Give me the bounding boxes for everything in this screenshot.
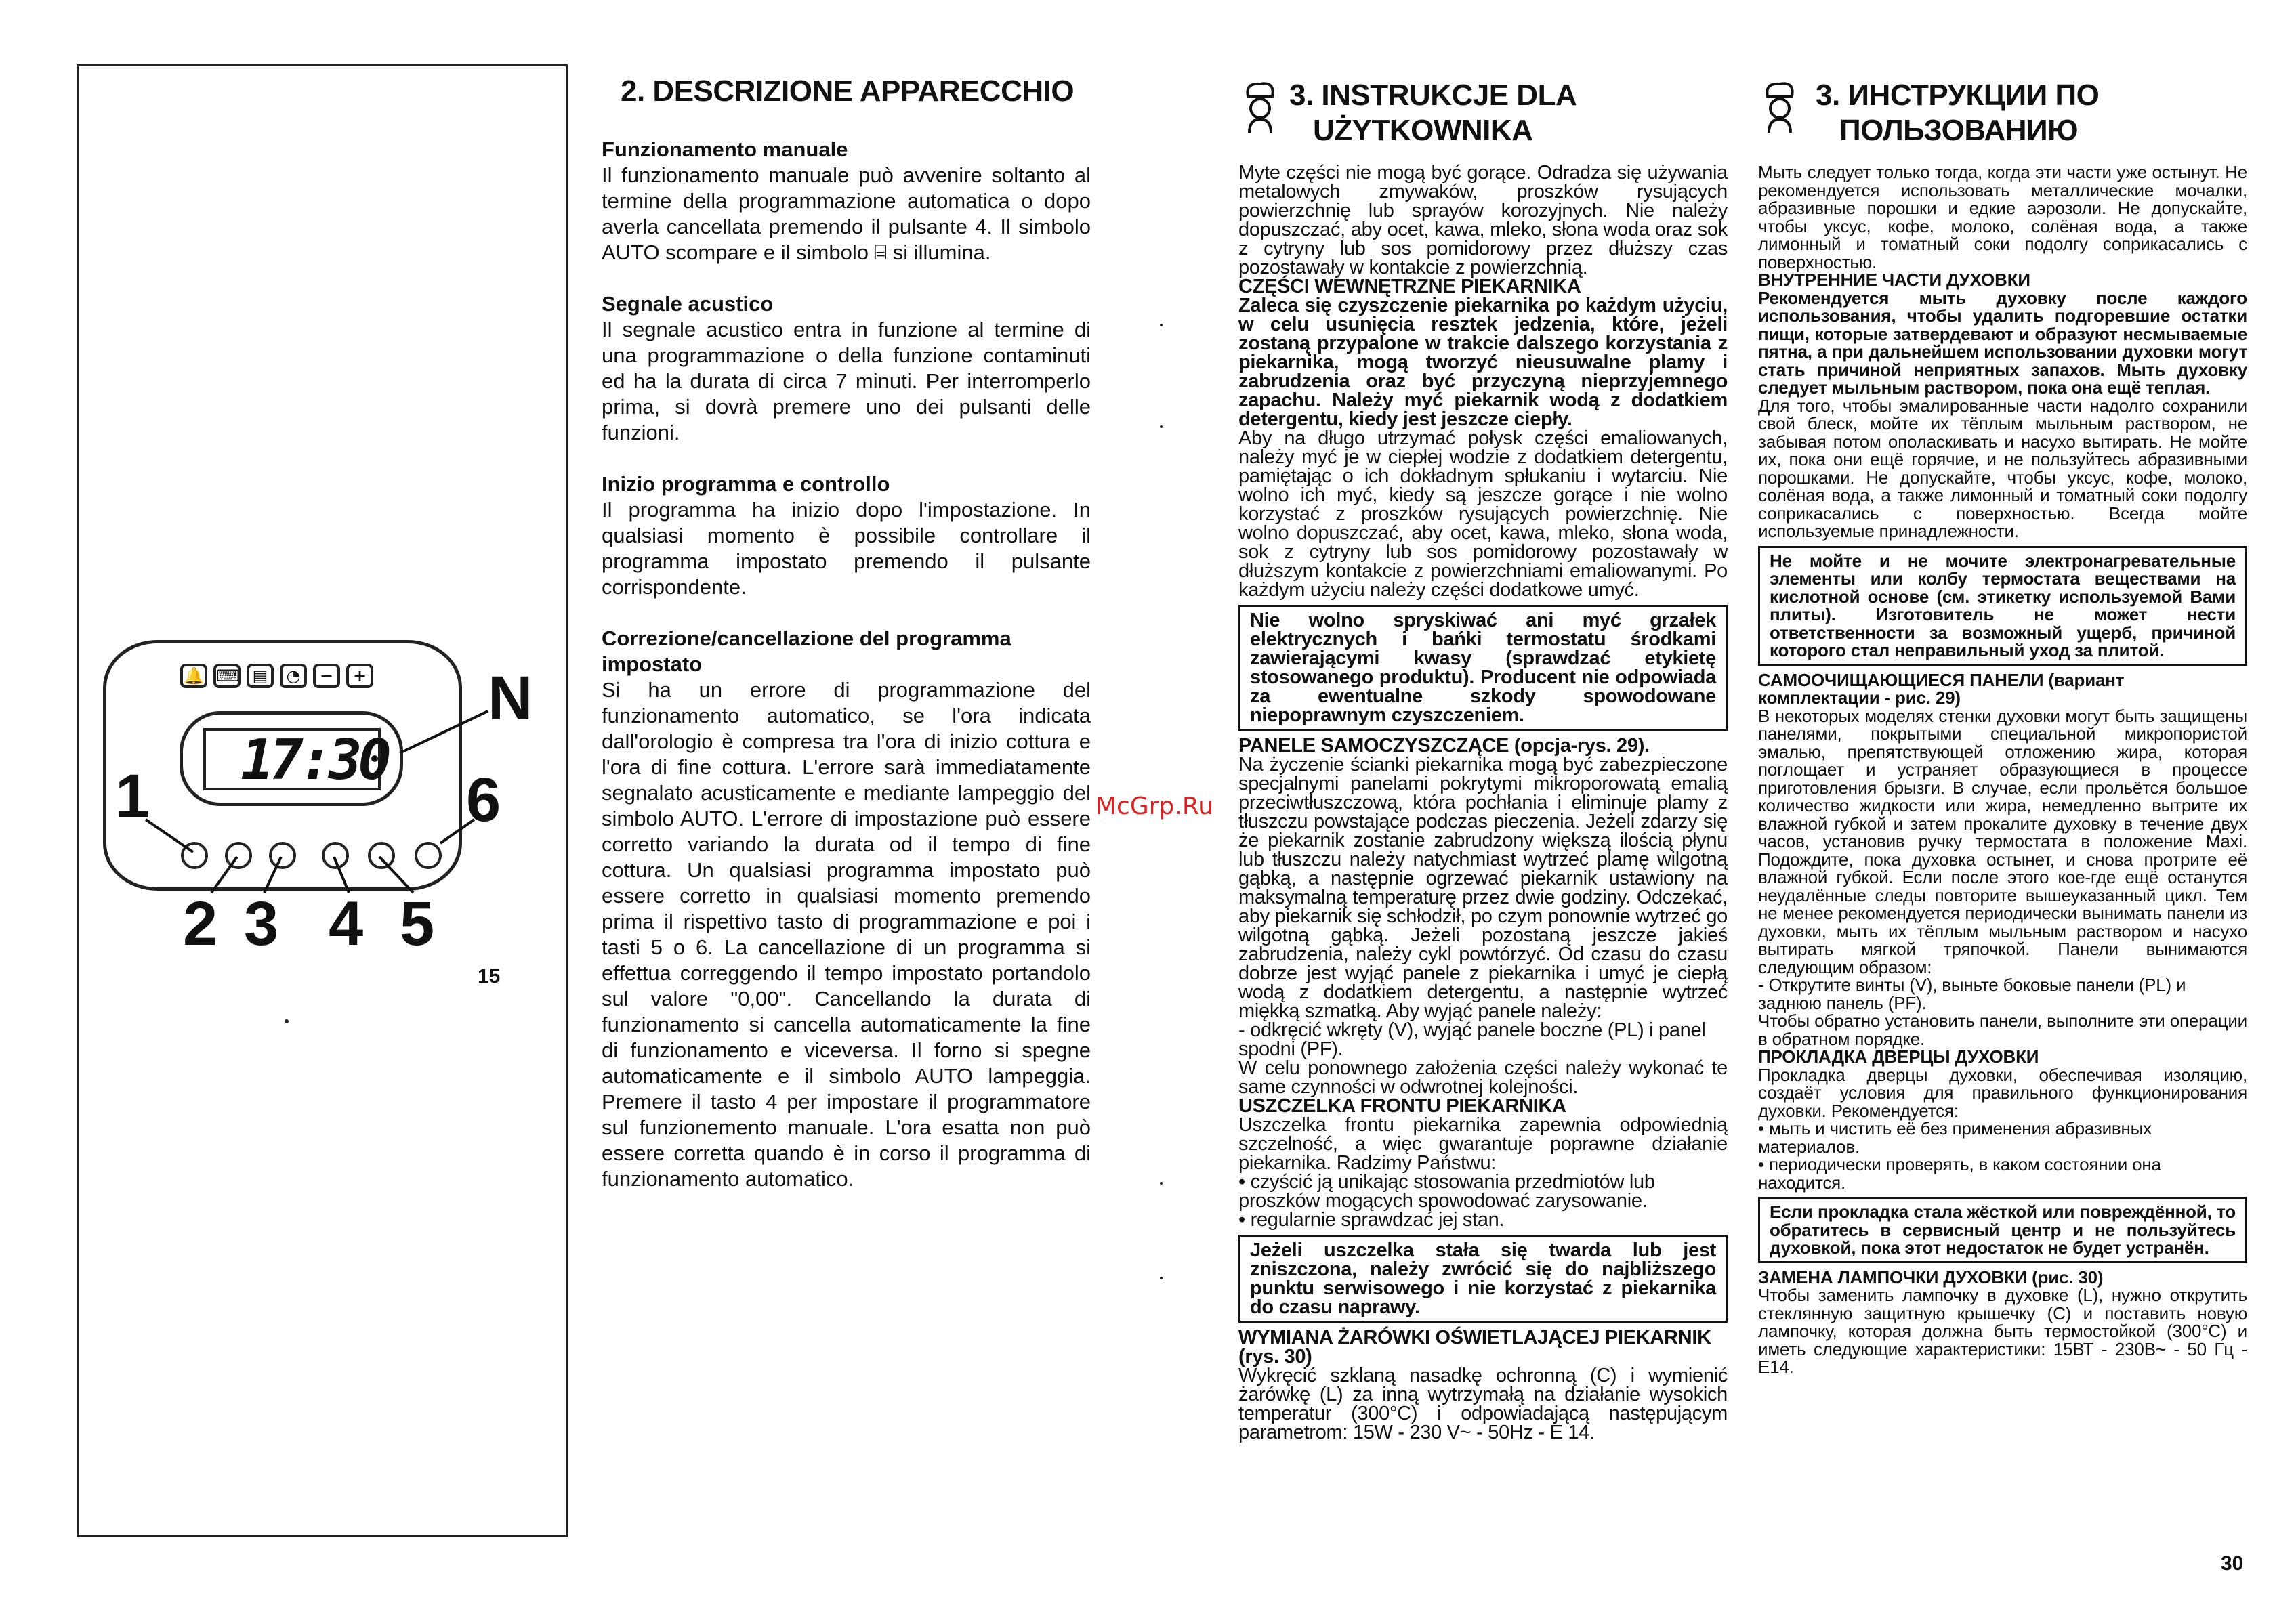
polish-warning-box-2: Jeżeli uszczelka stała się twarda lub jest zniszczona, należy zwrócić się do najbliższego punktu serwisowego i nie korzystać z piekarnika do czasu naprawy.: [1238, 1235, 1728, 1323]
polish-s2-title: PANELE SAMOCZYSZCZĄCE (opcja-rys. 29).: [1238, 735, 1650, 757]
callout-3: 3: [244, 889, 279, 958]
russian-s2-title: САМООЧИЩАЮЩИЕСЯ ПАНЕЛИ (вариант комплектации - рис. 29): [1758, 669, 2125, 708]
russian-column: [1758, 78, 2247, 1376]
italian-text-3: Si ha un errore di programmazione del funzionamento automatico, se l'ora indicata dall'orologio è compresa tra l'ora di inizio cottura e l'ora di fine cottura. L'errore sarà immediatamente segnalato acusticamente e mediante lampeggio del simbolo AUTO. L'errore di impostazione può essere corretto variando la durata od il tempo di fine cottura. Un qualsiasi programma impostato può essere corretto in qualsiasi momento premendo prima il rispettivo tasto di programmazione e poi i tasti 5 o 6. La cancellazione di un programma si effettua correggendo il tempo impostato portandolo sul valore "0,00". Cancellando la durata di funzionamento si cancella automaticamente la fine di funzionamento e viceversa. Il forno si spegne automaticamente e il simbolo AUTO lampeggia. Premere il tasto 4 per impostare il programmatore sul funzionemento manuale. L'ora esatta non può essere corretta quando è in corso il programma di funzionamento automatico.: [602, 678, 1091, 1191]
italian-subtitle-1: Segnale acustico: [602, 292, 774, 316]
watermark: McGrp.Ru: [1095, 792, 1214, 820]
callout-5: 5: [400, 889, 435, 958]
italian-text-2: Il programma ha inizio dopo l'impostazione. In qualsiasi momento è possibile controllare il programma impostato premendo il pulsante corrispondente.: [602, 498, 1091, 599]
russian-s2-after: Чтобы обратно установить панели, выполните эти операции в обратном порядке.: [1758, 1011, 2247, 1049]
minus-icon: −: [313, 664, 340, 688]
polish-warning-box-1: Nie wolno spryskiwać ani myć grzałek elektrycznych i bańki termostatu środkami zawierającymi kwasy (sprawdzać etykietę stosowanego produktu). Producent nie odpowiada za ewentualne szkody spowodowane niepoprawnym czyszczeniem.: [1238, 605, 1728, 731]
cook-icon: ▤: [247, 664, 274, 688]
dot-mark: [285, 1019, 289, 1023]
callout-6: 6: [466, 765, 501, 834]
russian-title-line2: ПОЛЬЗОВАНИЮ: [1839, 114, 2078, 147]
russian-s3-text: Прокладка дверцы духовки, обеспечивая изоляцию, создаёт условия для правильного функционирования духовки. Рекомендуется:: [1758, 1064, 2247, 1121]
left-page-number: 15: [478, 965, 501, 987]
polish-s4-title: WYMIANA ŻARÓWKI OŚWIETLAJĄCEJ PIEKARNIK (rys. 30): [1238, 1327, 1711, 1367]
russian-warning-box-2: Если прокладка стала жёсткой или повреждённой, то обратитесь в сервисный центр и не пользуйтесь духовкой, пока этот недостаток не будет устранён.: [1758, 1197, 2247, 1263]
russian-s3-item-1: • мыть и чистить её без применения абразивных материалов.: [1758, 1120, 2247, 1155]
oven-icon: ⌨: [213, 664, 241, 688]
russian-s1-bold: Рекомендуется мыть духовку после каждого использования, чтобы удалить подгоревшие остатки пищи, которые затвердевают и образуют несмываемые пятна, а при дальнейшем использовании духовки могут стать причиной неприятных запахов. Мыть духовку следует мыльным раствором, пока она ещё теплая.: [1758, 287, 2247, 398]
callout-1: 1: [115, 762, 150, 831]
dot-mark: [1160, 1182, 1163, 1185]
polish-s3-title: USZCZELKA FRONTU PIEKARNIKA: [1238, 1095, 1566, 1117]
polish-s1-bold: Zaleca się czyszczenie piekarnika po każdym użyciu, w celu usunięcia resztek jedzenia, które, jeżeli zostaną przypalone w trakcie dalszego korzystania z piekarnika, mogą tworzyć nieusuwalne plamy i zabrudzenia oraz być przyczyną nieprzyjemnego zapachu. Należy myć piekarnik wodą z dodatkiem detergentu, kiedy jest jeszcze ciepły.: [1238, 295, 1728, 430]
russian-s4-title: ЗАМЕНА ЛАМПОЧКИ ДУХОВКИ (рис. 30): [1758, 1267, 2104, 1288]
russian-s2-text: В некоторых моделях стенки духовки могут быть защищены панелями, покрытыми специальной микропористой эмалью, препятствующей отложению жира, которая поглощает и устраняет образующиеся в процессе приготовления брызги. В случае, если прольётся большое количество жидкости или жира, немедленно вытрите их влажной губкой и затем прокалите духовку в течение двух часов, установив ручку термостата в положение Maxi. Подождите, пока духовка остынет, и снова протрите её влажной губкой. Если после этого кое-где ещё останутся неудалённые следы повторите вышеуказанный цикл. Тем не менее рекомендуется периодически вынимать панели из духовки, мыть их тёплым мыльным раствором и насухо вытирать мягкой тряпочкой. Панели вынимаются следующим образом:: [1758, 705, 2247, 977]
russian-s2-item: - Открутите винты (V), выньте боковые панели (PL) и заднюю панель (PF).: [1758, 976, 2247, 1012]
russian-title-line1: 3. ИНСТРУКЦИИ ПО: [1816, 79, 2100, 112]
russian-s1-text: Для того, чтобы эмалированные части надолго сохранили свой блеск, мойте их тёплым мыльным раствором, не забывая потом ополаскивать и насухо вытирать. Не мойте их, пока они ещё горячие, и не пользуйтесь абразивными порошками. Не допускайте, чтобы уксус, кофе, молоко, солёная вода, а также лимонный и томатный соки подолгу соприкасались с поверхностью. Всегда мойте используемые принадлежности.: [1758, 395, 2247, 541]
polish-s1-title: CZĘŚCI WEWNĘTRZNE PIEKARNIKA: [1238, 276, 1581, 297]
display-time: 17:30: [241, 728, 388, 792]
polish-s2-item: - odkręcić wkręty (V), wyjąć panele boczne (PL) i panel spodni (PF).: [1238, 1021, 1728, 1059]
russian-s4-text: Чтобы заменить лампочку в духовке (L), нужно открутить стеклянную защитную крышечку (C) и поставить новую лампочку, которая должна быть термостойкой (300°C) и иметь следующие характеристики: 15ВТ - 230В~ - 50 Гц - E14.: [1758, 1285, 2247, 1377]
dot-mark: [1160, 1277, 1163, 1279]
bell-icon: 🔔: [180, 664, 207, 688]
right-page-number: 30: [2221, 1552, 2244, 1575]
polish-s3-item-2: • regularnie sprawdzać jej stan.: [1238, 1210, 1728, 1229]
russian-s3-title: ПРОКЛАДКА ДВЕРЦЫ ДУХОВКИ: [1758, 1046, 2039, 1067]
italian-text-1: Il segnale acustico entra in funzione al termine di una programmazione o della funzione contaminuti ed ha la durata di circa 7 minuti. Per interromperlo prima, si dovrà premere uno dei pulsanti delle funzioni.: [602, 318, 1091, 444]
polish-s1-text: Aby na długo utrzymać połysk części emaliowanych, należy myć je w ciepłej wodzie z dodatkiem detergentu, pamiętając o ich dokładnym spłukaniu i wytarciu. Nie wolno ich myć, kiedy są jeszcze gorące i nie wolno korzystać z proszków rysujących powierzchnię. Nie wolno dopuszczać, aby ocet, kawa, mleko, słona woda, sok z cytryny lub sos pomidorowy pozostawały w dłuższym kontakcie z powierzchniami emaliowanymi. Po każdym użyciu należy części dodatkowe umyć.: [1238, 427, 1728, 601]
italian-subtitle-3: Correzione/cancellazione del programma impostato: [602, 627, 1011, 676]
russian-warning-box-1: Не мойте и не мочите электронагревательные элементы или колбу термостата веществами на кислотной основе (см. этикетку используемой Вами плиты). Изготовитель не может нести ответственности за возможный ущерб, причиной которого стал неправильный уход за плитой.: [1758, 546, 2247, 666]
italian-subtitle-2: Inizio programma e controllo: [602, 472, 890, 496]
plus-icon: +: [346, 664, 373, 688]
italian-title: 2. DESCRIZIONE APPARECCHIO: [621, 75, 1074, 108]
dot-mark: [1160, 425, 1163, 428]
polish-s2-text: Na życzenie ścianki piekarnika mogą być zabezpieczone specjalnymi panelami pokrytymi mikroporowatą emalią przeciwtłuszczową, która pochłania i eliminuje plamy z tłuszczu powstające podczas pieczenia. Jeżeli zdarzy się że piekarnik zostanie zabrudzony większą ilością płynu lub tłuszczu należy natychmiast wytrzeć plamę wilgotną gąbką, a następnie ogrzewać piekarnik ustawiony na maksymalną temperaturę przez dwie godziny. Odczekać, aby piekarnik się schłodził, po czym ponownie wytrzeć go wilgotną gąbką. Jeżeli pozostaną jeszcze jakieś zabrudzenia, należy cykl powtórzyć. Od czasu do czasu dobrze jest wyjąć panele z piekarnika i umyć je ciepłą wodą z dodatkiem detergentu, a następnie wytrzeć miękką szmatką. Aby wyjąć panele należy:: [1238, 754, 1728, 1022]
polish-s2-after: W celu ponownego założenia części należy wykonać te same czynności w odwrotnej kolejności.: [1238, 1057, 1728, 1098]
polish-column: [1238, 78, 1728, 1442]
russian-intro: Мыть следует только тогда, когда эти части уже остынут. Не рекомендуется использовать металлические мочалки, абразивные порошки и едкие аэрозоли. Не допускайте, чтобы уксус, кофе, молоко, солёная вода, а также лимонный и томатный соки подолгу соприкасались с поверхностью.: [1758, 162, 2247, 272]
polish-s3-text: Uszczelka frontu piekarnika zapewnia odpowiednią szczelność, a więc gwarantuje poprawne działanie piekarnika. Radzimy Państwu:: [1238, 1114, 1728, 1174]
clock-hand-icon: ◔: [280, 664, 307, 688]
polish-s4-text: Wykręcić szklaną nasadkę ochronną (C) i wymienić żarówkę (L) za inną wytrzymałą na działanie wysokich temperatur (300°C) i odpowiadającą następującym parametrom: 15W - 230 V~ - 50Hz - E 14.: [1238, 1365, 1728, 1443]
callout-n: N: [488, 664, 533, 733]
polish-title-line1: 3. INSTRUKCJE DLA: [1289, 79, 1577, 112]
italian-text-0: Il funzionamento manuale può avvenire soltanto al termine della programmazione automatica o dopo averla cancellata premendo il pulsante 4. Il simbolo AUTO scompare e il simbolo ⌸ si illumina.: [602, 163, 1091, 264]
callout-2: 2: [183, 889, 218, 958]
italian-subtitle-0: Funzionamento manuale: [602, 137, 848, 161]
dot-mark: [1160, 324, 1163, 326]
russian-s1-title: ВНУТРЕННИЕ ЧАСТИ ДУХОВКИ: [1758, 270, 2030, 290]
polish-intro: Myte części nie mogą być gorące. Odradza się używania metalowych zmywaków, proszków rysujących powierzchnię lub sprayów korozyjnych. Nie należy dopuszczać, aby ocet, kawa, mleko, słona woda oraz sok z cytryny lub sos pomidorowy przez dłuższy czas pozostawały w kontakcie z powierzchnią.: [1238, 162, 1728, 278]
italian-column: [602, 73, 1091, 1192]
russian-s3-item-2: • периодически проверять, в каком состоянии она находится.: [1758, 1155, 2247, 1191]
callout-4: 4: [329, 889, 364, 958]
polish-title-line2: UŻYTKOWNIKA: [1313, 114, 1533, 147]
polish-s3-item-1: • czyścić ją unikając stosowania przedmiotów lub proszków mogących spowodować zarysowanie.: [1238, 1172, 1728, 1210]
